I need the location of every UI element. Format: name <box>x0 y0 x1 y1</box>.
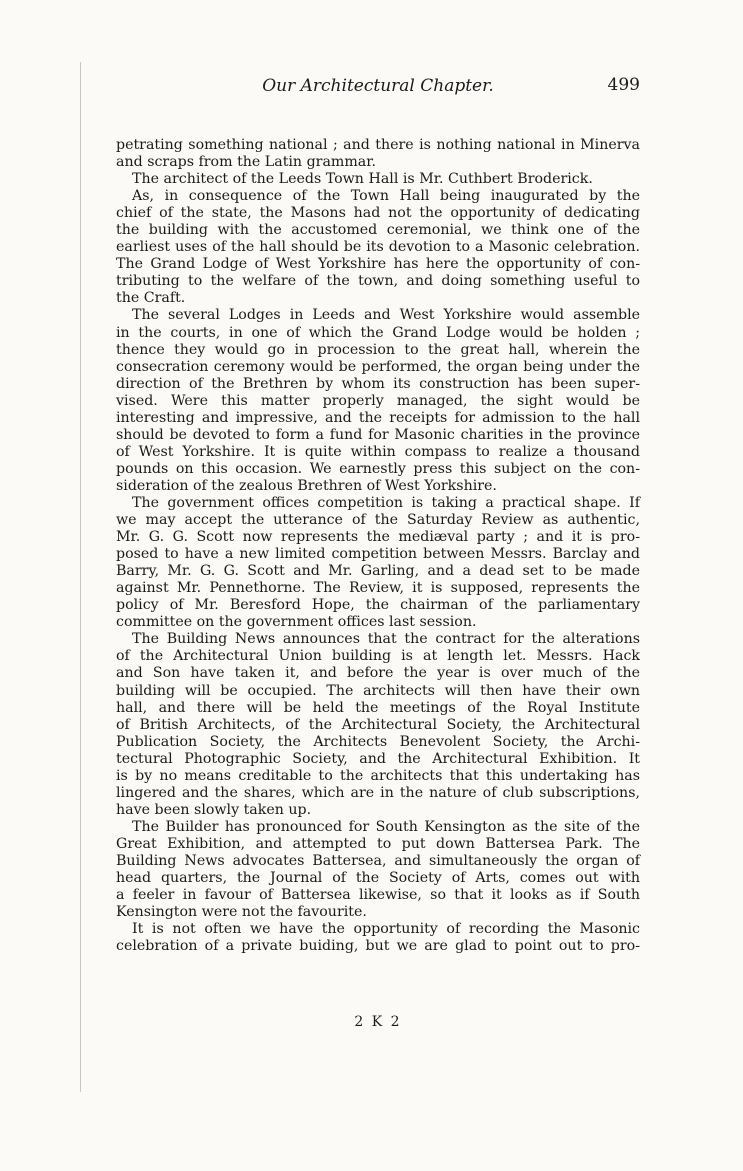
text-line: pounds on this occasion. We earnestly press this subject on the con- <box>116 460 640 477</box>
text-line: the building with the accustomed ceremonial, we think one of the <box>116 222 640 239</box>
text-line: head quarters, the Journal of the Society of Arts, comes out with <box>116 870 640 887</box>
text-line: Building News advocates Battersea, and simultaneously the organ of <box>116 852 640 869</box>
text-line: of West Yorkshire. It is quite within compass to realize a thousand <box>116 443 640 460</box>
page-number: 499 <box>607 75 640 95</box>
text-line: It is not often we have the opportunity of recording the Masonic <box>132 921 640 938</box>
text-line: of British Architects, of the Architectural Society, the Architectural <box>116 716 640 733</box>
text-line: have been slowly taken up. <box>116 801 312 818</box>
text-line: Great Exhibition, and attempted to put down Battersea Park. The <box>116 835 640 852</box>
text-line: thence they would go in procession to the great hall, wherein the <box>116 341 640 358</box>
text-line: direction of the Brethren by whom its construction has been super- <box>116 375 640 392</box>
text-line: interesting and impressive, and the receipts for admission to the hall <box>116 409 640 426</box>
text-line: should be devoted to form a fund for Masonic charities in the province <box>116 426 640 443</box>
text-line: celebration of a private buiding, but we are glad to point out to pro- <box>116 938 640 955</box>
text-line: committee on the government offices last session. <box>116 614 477 631</box>
text-line: earliest uses of the hall should be its devotion to a Masonic celebration. <box>116 239 640 256</box>
margin-rule <box>80 62 81 1092</box>
text-line: the Craft. <box>116 290 186 307</box>
signature-mark: 2 K 2 <box>354 1014 402 1030</box>
text-line: and scraps from the Latin grammar. <box>116 154 376 171</box>
text-line: The Building News announces that the contract for the alterations <box>132 631 640 648</box>
text-line: Barry, Mr. G. G. Scott and Mr. Garling, and a dead set to be made <box>116 563 640 580</box>
text-line: petrating something national ; and there is nothing national in Minerva <box>116 137 640 153</box>
running-title: Our Architectural Chapter. <box>262 76 494 96</box>
text-line: of the Architectural Union building is at length let. Messrs. Hack <box>116 648 640 665</box>
text-line: lingered and the shares, which are in the nature of club subscriptions, <box>116 784 640 801</box>
text-line: in the courts, in one of which the Grand Lodge would be holden ; <box>116 324 640 341</box>
text-line: The government offices competition is taking a practical shape. If <box>132 494 640 511</box>
text-line: consecration ceremony would be performed, the organ being under the <box>116 358 640 375</box>
text-line: policy of Mr. Beresford Hope, the chairman of the parliamentary <box>116 597 640 614</box>
text-line: Kensington were not the favourite. <box>116 904 367 921</box>
text-line: chief of the state, the Masons had not the opportunity of dedicating <box>116 205 640 222</box>
text-line: against Mr. Pennethorne. The Review, it is supposed, represents the <box>116 580 640 597</box>
text-line: The architect of the Leeds Town Hall is Mr. Cuthbert Broderick. <box>132 171 593 188</box>
text-line: tectural Photographic Society, and the Architectural Exhibition. It <box>116 750 640 767</box>
text-line: and Son have taken it, and before the year is over much of the <box>116 665 640 682</box>
text-line: sideration of the zealous Brethren of West Yorkshire. <box>116 477 497 494</box>
text-line: we may accept the utterance of the Saturday Review as authentic, <box>116 512 640 529</box>
text-line: The several Lodges in Leeds and West Yorkshire would assemble <box>132 307 640 324</box>
text-line: posed to have a new limited competition between Messrs. Barclay and <box>116 546 640 563</box>
text-line: As, in consequence of the Town Hall being inaugurated by the <box>132 188 640 205</box>
text-line: hall, and there will be held the meetings of the Royal Institute <box>116 699 640 716</box>
text-line: The Grand Lodge of West Yorkshire has here the opportunity of con- <box>116 256 640 273</box>
running-header <box>116 70 640 100</box>
text-line: The Builder has pronounced for South Kensington as the site of the <box>132 818 640 835</box>
text-line: vised. Were this matter properly managed, the sight would be <box>116 392 640 409</box>
text-line: building will be occupied. The architects will then have their own <box>116 682 640 699</box>
text-line: Mr. G. G. Scott now represents the mediæval party ; and it is pro- <box>116 529 640 546</box>
body-text <box>116 137 640 955</box>
text-line: is by no means creditable to the architects that this undertaking has <box>116 767 640 784</box>
text-line: a feeler in favour of Battersea likewise, so that it looks as if South <box>116 887 640 904</box>
text-line: Publication Society, the Architects Benevolent Society, the Archi- <box>116 733 640 750</box>
text-line: tributing to the welfare of the town, and doing something useful to <box>116 273 640 290</box>
